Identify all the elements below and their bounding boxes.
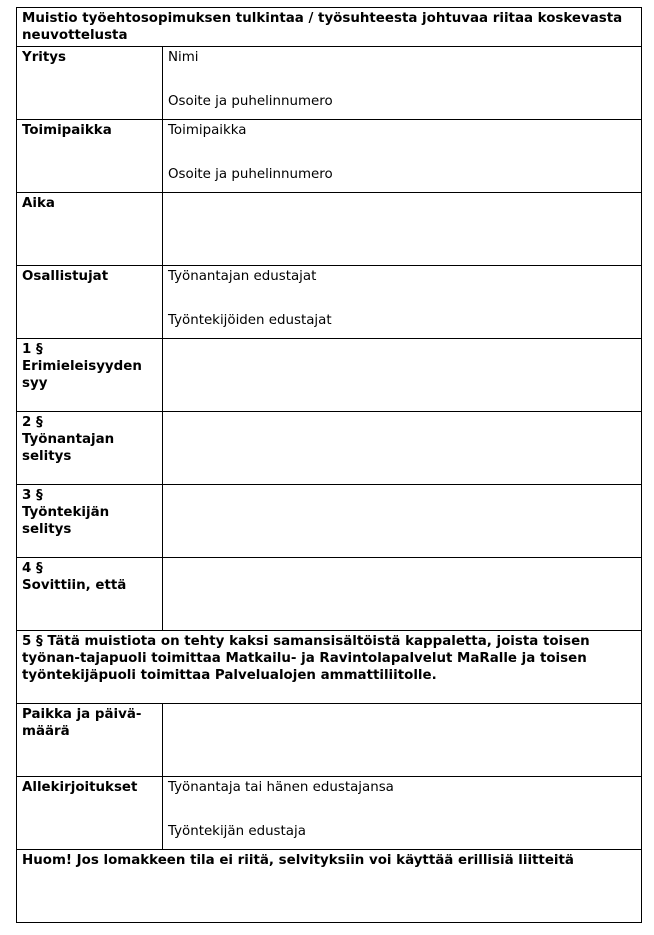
employee-reps-hint: Työntekijöiden edustajat [168,313,332,328]
toimipaikka-label: Toimipaikka [17,120,163,193]
paikka-label: Paikka ja päivä-määrä [17,704,163,777]
row-section-4 [17,558,642,631]
form-title: Muistio työehtosopimuksen tulkintaa / työsuhteesta johtuvaa riitaa koskevasta neuvottelusta [17,8,642,47]
allekirjoitukset-label: Allekirjoitukset [17,777,163,850]
section-2-label [17,412,163,485]
section-5-text: 5 § Tätä muistiota on tehty kaksi samansisältöistä kappaletta, joista toisen työnan-tajapuoli toimittaa Matkailu- ja Ravintolapalvelut MaRalle ja toisen työntekijäpuoli toimittaa Palvelualojen ammattiliitolle. [17,631,642,704]
toimipaikka-name-hint: Toimipaikka [168,123,247,138]
yritys-name-hint: Nimi [168,50,199,65]
section-3-label [17,485,163,558]
row-section-1 [17,339,642,412]
employer-signature-hint: Työnantaja tai hänen edustajansa [168,780,394,795]
row-allekirjoitukset [17,777,642,850]
aika-label: Aika [17,193,163,266]
row-osallistujat [17,266,642,339]
row-footer-note [17,850,642,923]
toimipaikka-field[interactable] [163,120,642,193]
yritys-field[interactable] [163,47,642,120]
section-3-title: Työntekijän selitys [22,505,110,537]
row-section-2 [17,412,642,485]
row-section-5 [17,631,642,704]
section-3-number: 3 § [22,488,43,503]
osallistujat-field[interactable] [163,266,642,339]
form-title-row [17,8,642,47]
section-2-field[interactable] [163,412,642,485]
row-paikka [17,704,642,777]
section-2-number: 2 § [22,415,43,430]
employer-reps-hint: Työnantajan edustajat [168,269,317,284]
row-yritys [17,47,642,120]
allekirjoitukset-field[interactable] [163,777,642,850]
section-4-title: Sovittiin, että [22,578,127,593]
section-1-title: Erimieleisyyden syy [22,359,142,391]
aika-field[interactable] [163,193,642,266]
memo-form [16,7,642,923]
employee-signature-hint: Työntekijän edustaja [168,824,306,839]
section-4-label [17,558,163,631]
section-4-field[interactable] [163,558,642,631]
toimipaikka-address-hint: Osoite ja puhelinnumero [168,167,333,182]
section-1-label [17,339,163,412]
yritys-label: Yritys [17,47,163,120]
footer-note: Huom! Jos lomakkeen tila ei riitä, selvityksiin voi käyttää erillisiä liitteitä [17,850,642,923]
row-aika [17,193,642,266]
section-1-number: 1 § [22,342,43,357]
yritys-address-hint: Osoite ja puhelinnumero [168,94,333,109]
row-section-3 [17,485,642,558]
section-3-field[interactable] [163,485,642,558]
section-1-field[interactable] [163,339,642,412]
section-4-number: 4 § [22,561,43,576]
row-toimipaikka [17,120,642,193]
paikka-field[interactable] [163,704,642,777]
section-2-title: Työnantajan selitys [22,432,115,464]
osallistujat-label: Osallistujat [17,266,163,339]
